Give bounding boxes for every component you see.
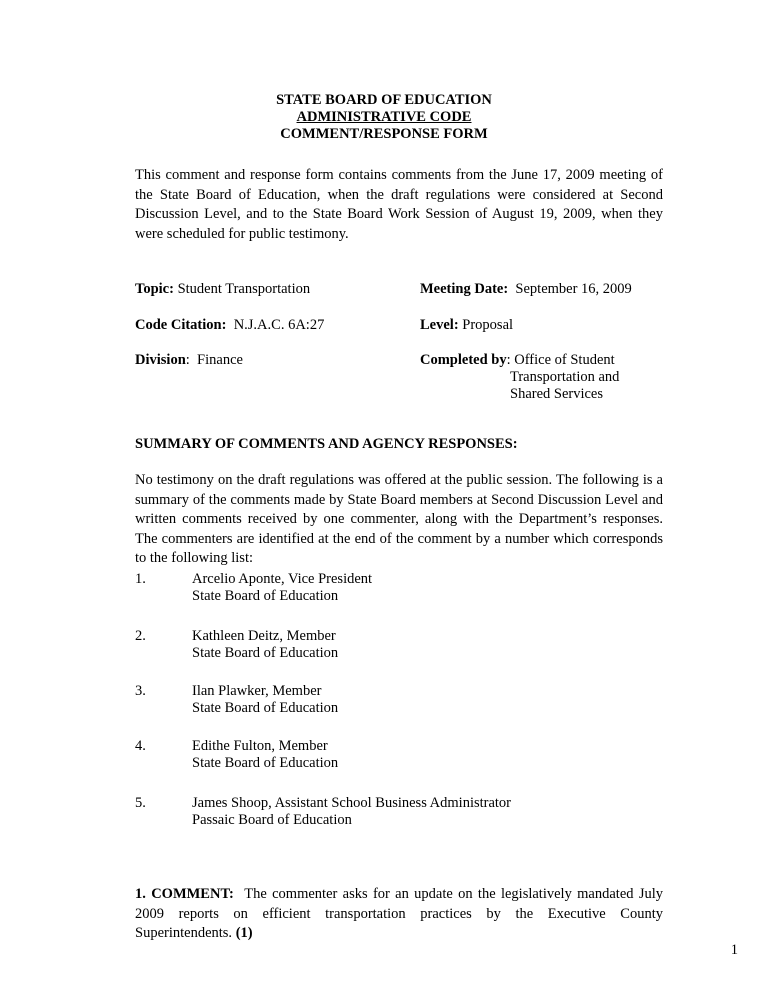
- topic-value: Student Transportation: [177, 281, 311, 297]
- list-item-number: 3.: [135, 683, 146, 699]
- page-number: 1: [730, 942, 738, 958]
- completed-by-label: Completed by: [420, 352, 507, 368]
- list-item-number: 2.: [135, 628, 146, 644]
- list-item-number: 4.: [135, 738, 146, 754]
- comment-1-ref: (1): [235, 925, 253, 941]
- header-subtitle-text: ADMINISTRATIVE CODE: [296, 109, 472, 125]
- comment-1-text: The commenter asks for an update on the legislatively mandated July 2009 reports on efficient transportation practices by the Executive County Superintendents.: [135, 886, 663, 941]
- commenter-name: Arcelio Aponte, Vice President: [192, 571, 373, 587]
- completed-by-field: Completed by: Office of Student: [420, 352, 615, 368]
- commenter-org: State Board of Education: [192, 588, 339, 604]
- commenter-name: Kathleen Deitz, Member: [192, 628, 336, 644]
- division-field: Division: Finance: [135, 352, 243, 368]
- topic-field: [135, 281, 310, 298]
- completed-by-line1: Office of Student: [514, 352, 615, 368]
- commenter-org: State Board of Education: [192, 755, 339, 771]
- summary-heading: SUMMARY OF COMMENTS AND AGENCY RESPONSES:: [135, 436, 518, 452]
- commenter-name: Ilan Plawker, Member: [192, 683, 322, 699]
- commenter-name: Edithe Fulton, Member: [192, 738, 328, 754]
- level-field: [420, 317, 513, 334]
- header-subtitle: [0, 109, 768, 126]
- header-title: STATE BOARD OF EDUCATION: [276, 92, 492, 108]
- commenter-name: James Shoop, Assistant School Business Administrator: [192, 795, 512, 811]
- division-label: Division: [135, 352, 186, 368]
- commenter-org: Passaic Board of Education: [192, 812, 352, 828]
- meeting-date-field: [420, 281, 632, 298]
- comment-1-label: 1. COMMENT:: [135, 886, 234, 902]
- list-item-number: 1.: [135, 571, 146, 587]
- header-form-name: COMMENT/RESPONSE FORM: [280, 126, 488, 142]
- meeting-date-label: Meeting Date:: [420, 281, 509, 297]
- list-item-number: 5.: [135, 795, 146, 811]
- code-citation-label: Code Citation:: [135, 317, 227, 333]
- commenter-org: State Board of Education: [192, 645, 339, 661]
- commenter-org: State Board of Education: [192, 700, 339, 716]
- completed-by-line3: Shared Services: [510, 386, 604, 402]
- summary-paragraph: No testimony on the draft regulations was offered at the public session. The following is a summary of the comments made by State Board members at Second Discussion Level and written comments received by one commenter, along with the Department’s responses. The commenters are identified at the end of the comment by a number which corresponds to the following list:: [135, 472, 663, 566]
- meeting-date-value: September 16, 2009: [515, 281, 632, 297]
- division-value: Finance: [197, 352, 243, 368]
- completed-by-line2: Transportation and: [510, 369, 620, 385]
- topic-label: Topic:: [135, 281, 174, 297]
- comment-1: [135, 885, 663, 944]
- intro-paragraph: This comment and response form contains comments from the June 17, 2009 meeting of the State Board of Education, when the draft regulations were considered at Second Discussion Level, and to the State Board Work Session of August 19, 2009, when they were scheduled for public testimony.: [135, 167, 663, 242]
- level-value: Proposal: [462, 317, 514, 333]
- code-citation-field: [135, 317, 324, 334]
- code-citation-value: N.J.A.C. 6A:27: [233, 317, 325, 333]
- level-label: Level:: [420, 317, 459, 333]
